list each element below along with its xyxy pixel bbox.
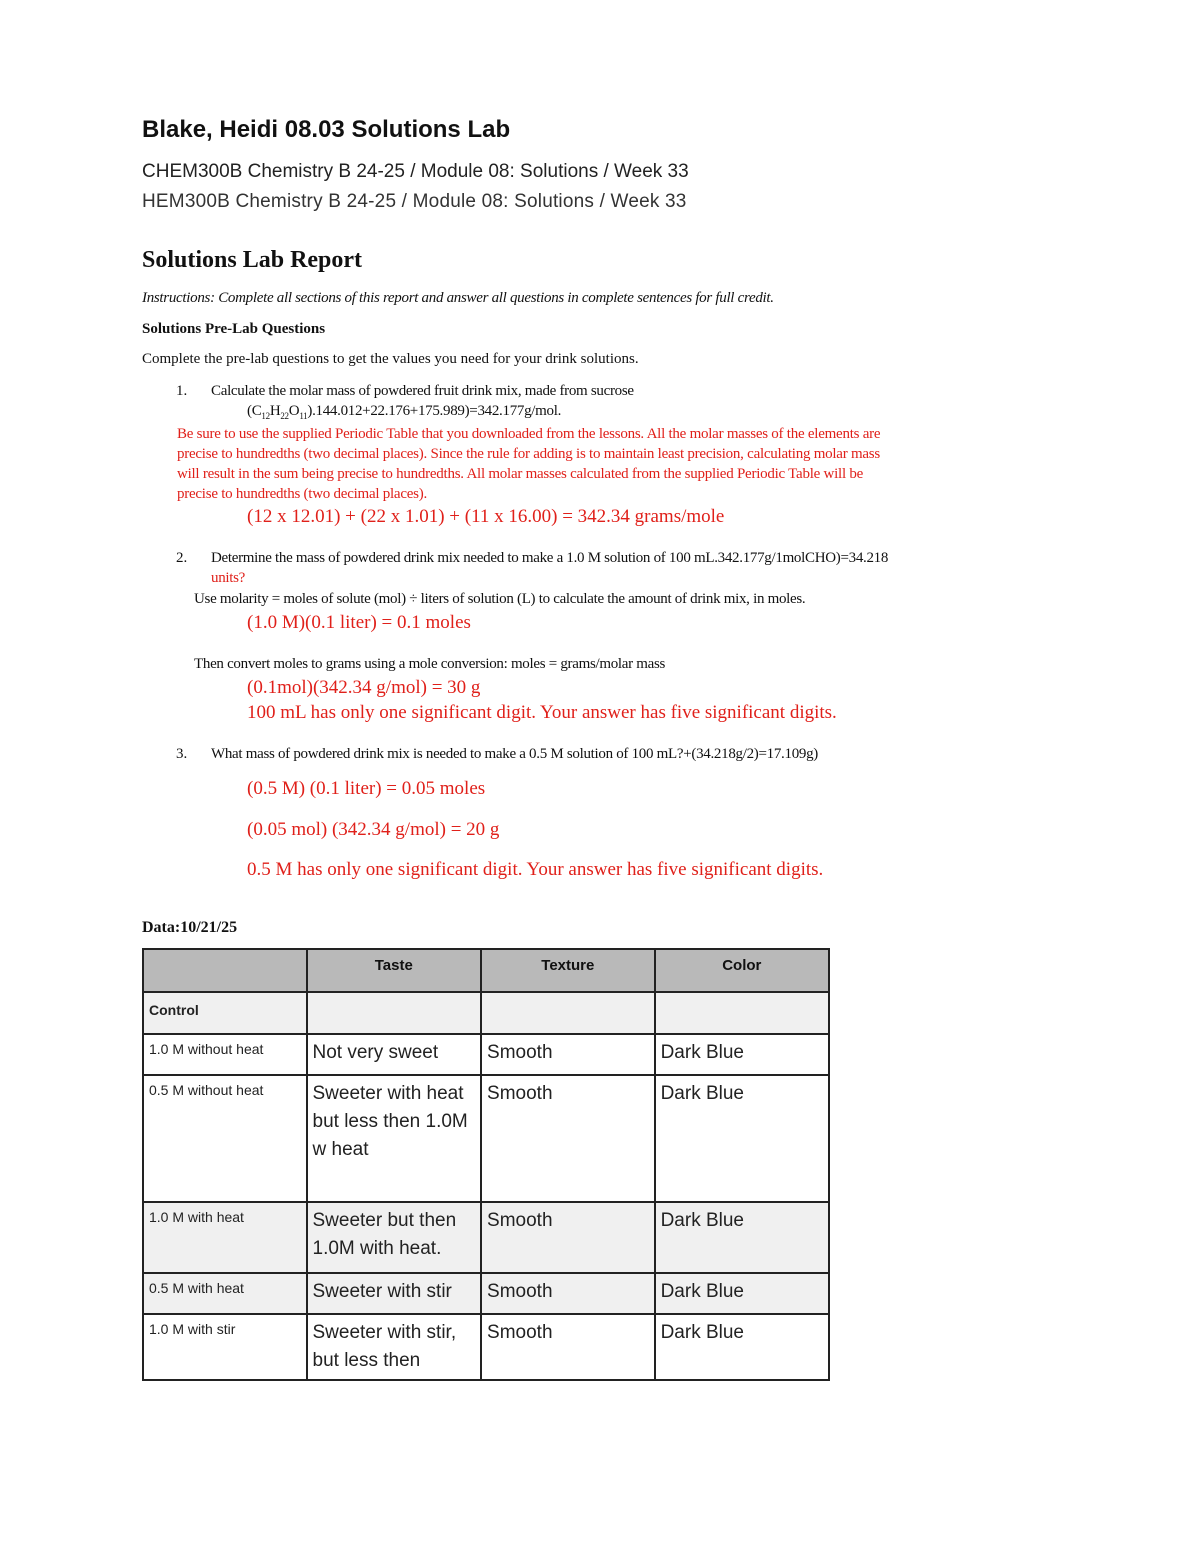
report-title: Solutions Lab Report	[142, 247, 363, 273]
question-2-answer-2: (0.1mol)(342.34 g/mol) = 30 g	[247, 677, 481, 698]
texture-cell	[481, 992, 655, 1034]
table-row	[143, 1202, 829, 1273]
question-1-text: Calculate the molar mass of powdered fruit drink mix, made from sucrose	[211, 383, 634, 399]
formula-sub: 11	[299, 411, 308, 421]
formula-part: H	[269, 403, 281, 419]
question-2-answer-3: 100 mL has only one significant digit. Your answer has five significant digits.	[247, 702, 837, 723]
row-label: 1.0 M without heat	[143, 1034, 307, 1075]
table-header-cell: Taste	[307, 949, 482, 992]
question-2-step-1: Use molarity = moles of solute (mol) ÷ liters of solution (L) to calculate the amount of drink mix, in moles.	[194, 591, 806, 607]
question-2-step-2: Then convert moles to grams using a mole conversion: moles = grams/molar mass	[194, 656, 666, 672]
texture-cell: Smooth	[481, 1075, 655, 1202]
formula-part: O	[288, 403, 300, 419]
taste-cell	[307, 992, 482, 1034]
color-cell: Dark Blue	[655, 1034, 829, 1075]
note-line: will result in the sum being precise to hundredths. All molar masses calculated from the supplied Periodic Table will be	[177, 466, 864, 482]
table-row	[143, 1273, 829, 1314]
row-label: Control	[143, 992, 307, 1034]
breadcrumb: CHEM300B Chemistry B 24-25 / Module 08: Solutions / Week 33	[142, 161, 689, 182]
taste-cell: Sweeter with heat but less then 1.0M w heat	[307, 1075, 482, 1202]
table-row	[143, 1314, 829, 1380]
table-header-row	[143, 949, 829, 992]
note-line: Be sure to use the supplied Periodic Table that you downloaded from the lessons. All the molar masses of the elements are	[177, 426, 881, 442]
color-cell: Dark Blue	[655, 1273, 829, 1314]
formula-sub: 22	[280, 411, 289, 421]
texture-cell: Smooth	[481, 1314, 655, 1380]
note-line: precise to hundredths (two decimal places). Since the rule for adding is to maintain least precision, calculating molar mass	[177, 446, 880, 462]
taste-cell: Sweeter but then 1.0M with heat.	[307, 1202, 482, 1273]
instructions-text: Instructions: Complete all sections of this report and answer all questions in complete sentences for full credit.	[142, 290, 774, 306]
texture-cell: Smooth	[481, 1202, 655, 1273]
question-1-answer: (12 x 12.01) + (22 x 1.01) + (11 x 16.00) = 342.34 grams/mole	[247, 506, 725, 527]
question-1-number: 1.	[176, 383, 188, 399]
color-cell: Dark Blue	[655, 1202, 829, 1273]
taste-cell: Sweeter with stir, but less then	[307, 1314, 482, 1380]
formula-part: (C	[247, 403, 262, 419]
table-header-cell: Color	[655, 949, 829, 992]
table-header-cell	[143, 949, 307, 992]
prelab-heading: Solutions Pre-Lab Questions	[142, 321, 326, 337]
question-3-text: What mass of powdered drink mix is needed to make a 0.5 M solution of 100 mL?+(34.218g/2)=17.109g)	[211, 746, 818, 762]
color-cell: Dark Blue	[655, 1075, 829, 1202]
table-row	[143, 1075, 829, 1202]
question-3-answer-1: (0.5 M) (0.1 liter) = 0.05 moles	[247, 778, 486, 799]
question-2-text: Determine the mass of powdered drink mix needed to make a 1.0 M solution of 100 mL.342.177g/1molCHO)=34.218	[211, 550, 889, 566]
taste-cell: Sweeter with stir	[307, 1273, 482, 1314]
color-cell: Dark Blue	[655, 1314, 829, 1380]
formula-part: ).144.012+22.176+175.989)=342.177g/mol.	[307, 403, 562, 419]
question-1-formula	[247, 403, 561, 421]
texture-cell: Smooth	[481, 1034, 655, 1075]
texture-cell: Smooth	[481, 1273, 655, 1314]
question-2-number: 2.	[176, 550, 188, 566]
breadcrumb-duplicate: HEM300B Chemistry B 24-25 / Module 08: Solutions / Week 33	[142, 191, 687, 212]
row-label: 0.5 M without heat	[143, 1075, 307, 1202]
table-row	[143, 1034, 829, 1075]
table-row	[143, 992, 829, 1034]
row-label: 1.0 M with heat	[143, 1202, 307, 1273]
question-1-note	[177, 424, 1057, 504]
prelab-intro: Complete the pre-lab questions to get the values you need for your drink solutions.	[142, 351, 639, 367]
taste-cell: Not very sweet	[307, 1034, 482, 1075]
question-3-answer-3: 0.5 M has only one significant digit. Your answer has five significant digits.	[247, 859, 824, 880]
row-label: 1.0 M with stir	[143, 1314, 307, 1380]
formula-sub: 12	[261, 411, 270, 421]
question-2-answer-1: (1.0 M)(0.1 liter) = 0.1 moles	[247, 612, 471, 633]
table-header-cell: Texture	[481, 949, 655, 992]
question-3-answer-2: (0.05 mol) (342.34 g/mol) = 20 g	[247, 819, 500, 840]
question-3-number: 3.	[176, 746, 188, 762]
note-line: precise to hundredths (two decimal places).	[177, 486, 427, 502]
data-heading: Data:10/21/25	[142, 919, 238, 936]
question-2-units: units?	[211, 570, 246, 586]
data-table	[142, 948, 830, 1381]
color-cell	[655, 992, 829, 1034]
document-title: Blake, Heidi 08.03 Solutions Lab	[142, 116, 511, 143]
row-label: 0.5 M with heat	[143, 1273, 307, 1314]
